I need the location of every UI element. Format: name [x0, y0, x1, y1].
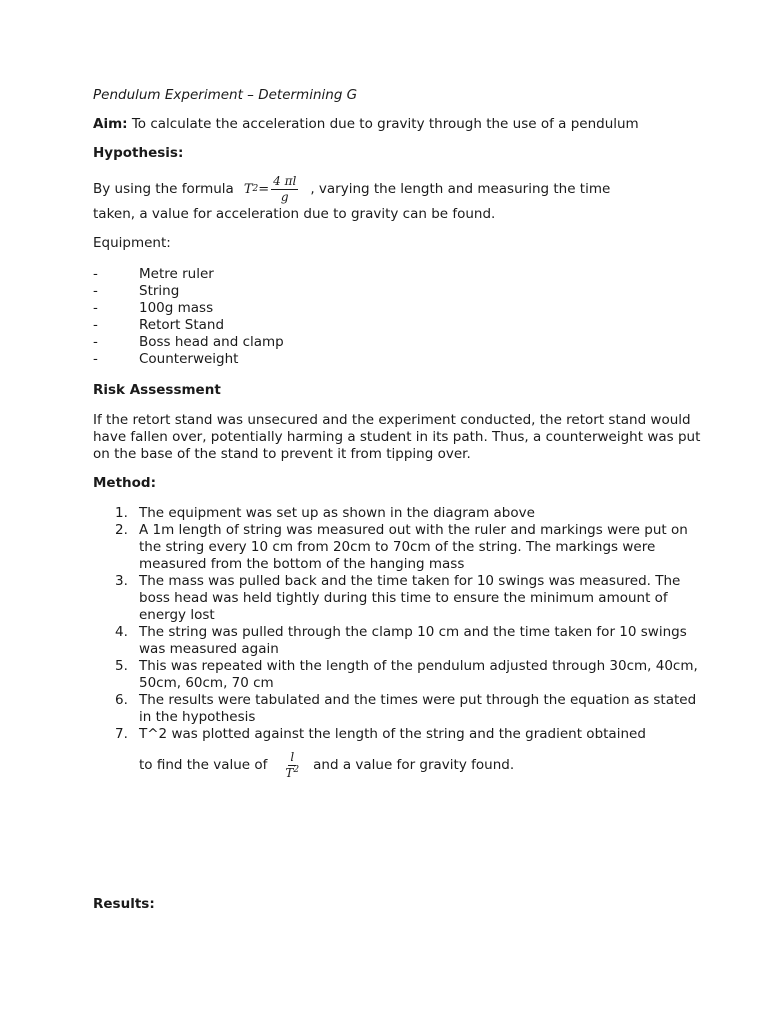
list-item: 5. This was repeated with the length of the pendulum adjusted through 30cm, 40cm, 50cm, 60cm, 70 cm — [115, 658, 698, 691]
step7-before: to find the value of — [139, 756, 268, 773]
list-item: 6. The results were tabulated and the times were put through the equation as stated in the hypothesis — [115, 692, 697, 725]
formula-equals: = — [258, 181, 270, 197]
formula-numerator: 4 πl — [273, 173, 297, 188]
hypothesis-text-after: , varying the length and measuring the time — [310, 180, 611, 197]
equipment-list — [93, 266, 703, 368]
step7-text: T^2 was plotted against the length of the string and the gradient obtained — [139, 726, 646, 742]
document-body — [93, 84, 703, 783]
period-formula: T 2 = $\frac{4 \pi l}{g}$ — [243, 173, 297, 204]
method-heading: Method: — [93, 475, 156, 491]
aim-label: Aim: — [93, 116, 128, 132]
method-steps — [93, 505, 703, 783]
hypothesis-heading: Hypothesis: — [93, 145, 184, 161]
list-item: 3. The mass was pulled back and the time taken for 10 swings was measured. The boss head was held tightly during this time to ensure the minimum amount of energy lost — [115, 573, 681, 623]
aim-section — [93, 116, 703, 133]
hypothesis-formula-line — [93, 172, 703, 206]
list-item: - 100g mass — [93, 300, 214, 316]
ratio-fraction — [285, 750, 299, 781]
ratio-denominator: $T^2$ — [285, 764, 300, 780]
gravity-ratio-formula — [283, 750, 299, 781]
document-title: Pendulum Experiment – Determining G — [93, 87, 358, 103]
list-item: - String — [93, 283, 180, 299]
list-item: 4. The string was pulled through the clamp 10 cm and the time taken for 10 swings was measured again — [115, 624, 687, 657]
list-item: - Boss head and clamp — [93, 334, 284, 350]
list-item: 7. T^2 was plotted against the length of the string and the gradient obtained to find the value of $\frac{l}{T^2}$ and a value for gravity found. — [93, 726, 703, 783]
hypothesis-text-line2: taken, a value for acceleration due to gravity can be found. — [93, 206, 496, 222]
list-item: - Counterweight — [93, 351, 239, 367]
hypothesis-text-before: By using the formula — [93, 180, 234, 197]
formula-fraction — [271, 174, 298, 205]
results-heading: Results: — [93, 896, 155, 912]
list-item: 2. A 1m length of string was measured out with the ruler and markings were put on the string every 10 cm from 20cm to 70cm of the string. The markings were measured from the bottom of the hanging mass — [115, 522, 688, 572]
step7-after: and a value for gravity found. — [313, 756, 515, 773]
step7-formula-line — [139, 747, 703, 783]
list-item: - Metre ruler — [93, 266, 214, 282]
risk-text: If the retort stand was unsecured and the experiment conducted, the retort stand would have fallen over, potentially harming a student in its path. Thus, a counterweight was put on the base of the stand to prevent it from tipping over. — [93, 412, 701, 462]
risk-heading: Risk Assessment — [93, 382, 221, 398]
formula-denominator: g — [280, 189, 289, 204]
ratio-numerator: l — [290, 749, 295, 764]
list-item: 1. The equipment was set up as shown in the diagram above — [115, 505, 535, 521]
formula-lhs: T — [243, 181, 253, 197]
equipment-heading: Equipment: — [93, 235, 171, 251]
aim-text: To calculate the acceleration due to gravity through the use of a pendulum — [131, 116, 639, 132]
list-item: - Retort Stand — [93, 317, 225, 333]
